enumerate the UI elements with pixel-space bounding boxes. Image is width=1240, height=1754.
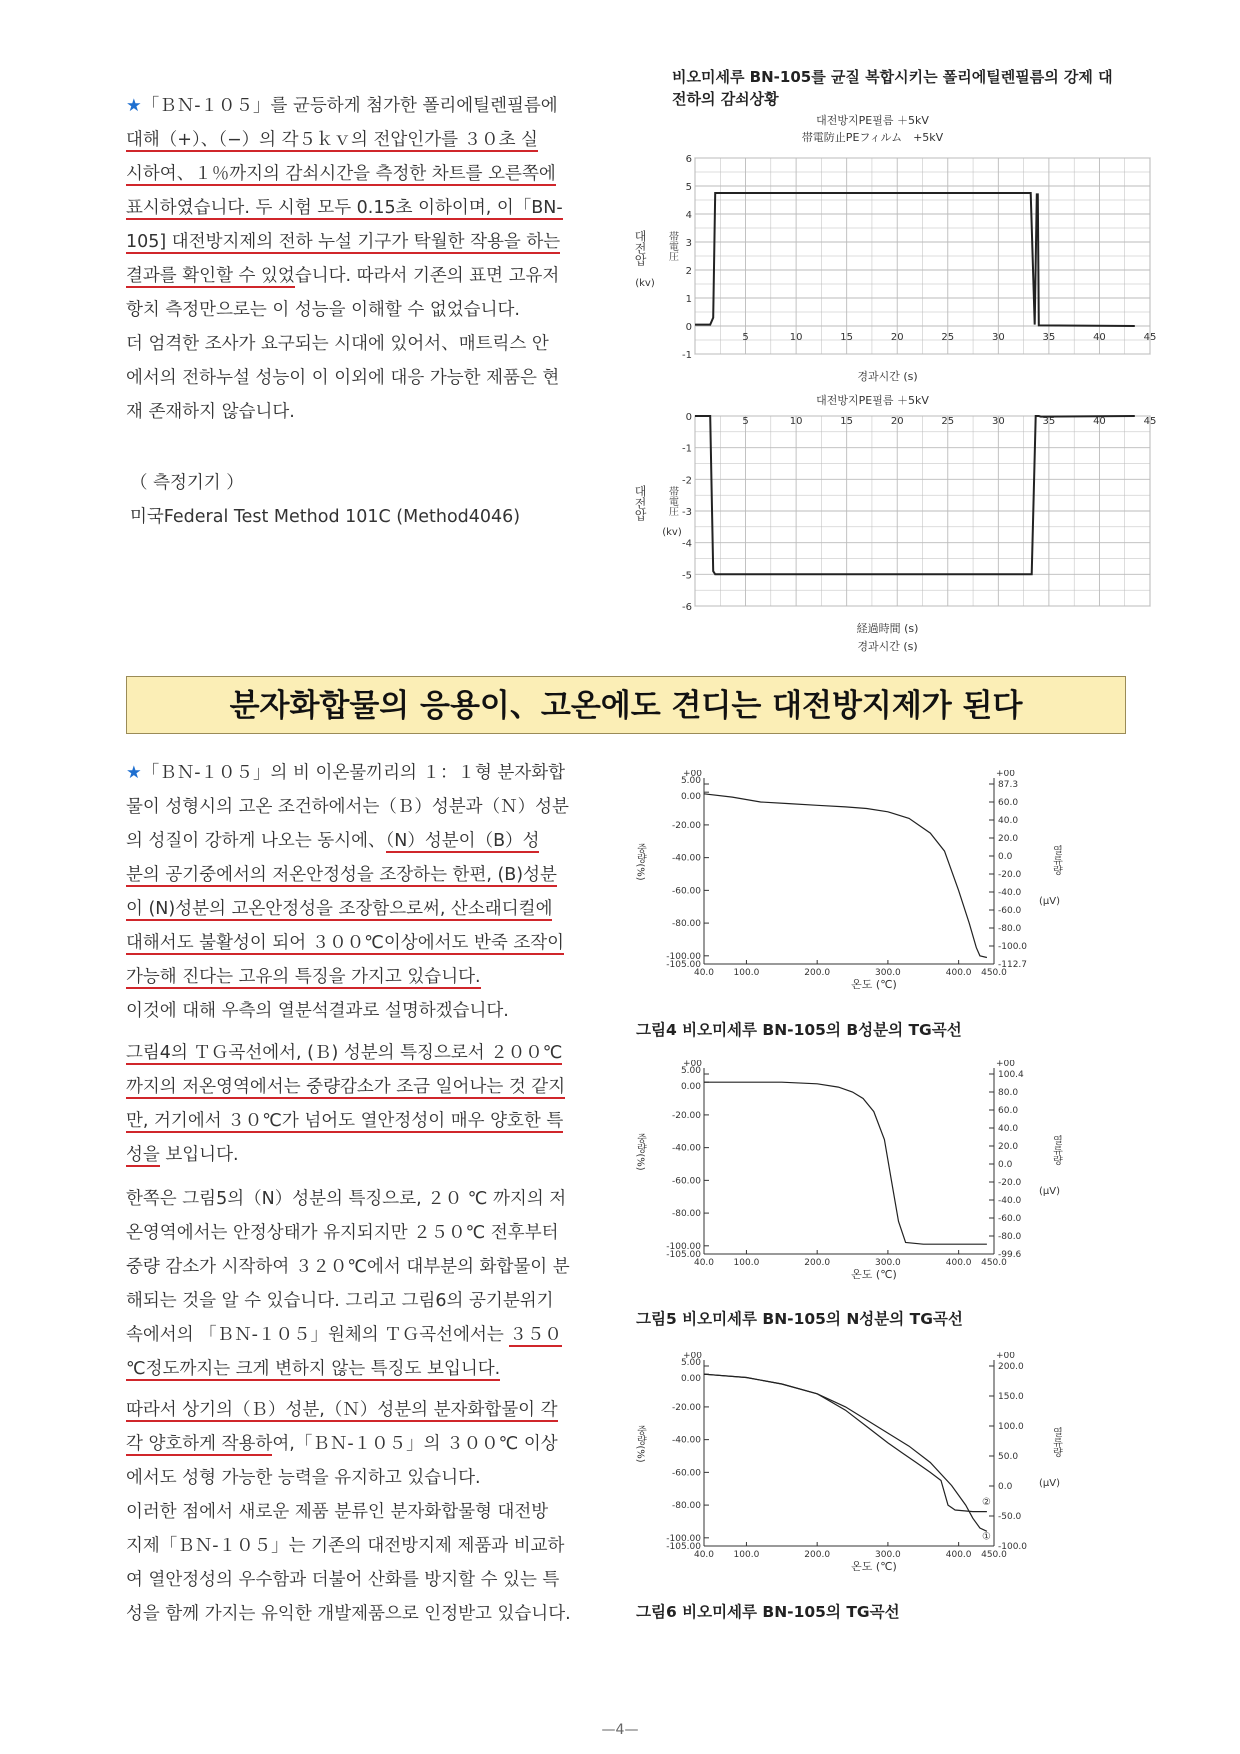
x-tick-label: 400.0 xyxy=(945,968,972,978)
text-line: 대해（+）、（−）의 각５ｋｖ의 전압인가를 ３０초 실 xyxy=(126,130,538,150)
y2-tick-label: 20.0 xyxy=(998,834,1019,844)
decay-chart-positive xyxy=(630,112,1180,384)
text-line: 성을 보입니다. xyxy=(126,1145,239,1165)
text-line: 분의 공기중에서의 저온안정성을 조장하는 한편, (B)성분 xyxy=(126,865,557,885)
y-tick-label: -20.00 xyxy=(671,1402,701,1413)
x-tick-label: 45 xyxy=(1143,332,1157,343)
y-tick-label: 0.00 xyxy=(680,1374,701,1385)
y-tick-label: -40.00 xyxy=(671,1435,701,1446)
y-tick-label: -80.00 xyxy=(671,919,701,930)
y2-tick-label: -60.0 xyxy=(998,1214,1022,1224)
y-tick-label: 4 xyxy=(685,210,692,221)
x-tick-label: 40.0 xyxy=(693,1258,715,1268)
data-series-line xyxy=(704,1374,987,1531)
x-tick-label: 5 xyxy=(742,416,749,427)
x-tick-label: 450.0 xyxy=(981,1258,1007,1268)
x-tick-label: 40.0 xyxy=(693,968,715,978)
y2-tick-label: -99.6 xyxy=(998,1250,1022,1260)
y-axis-label-right: 열류량 xyxy=(1050,845,1062,875)
star-icon: ★ xyxy=(126,96,142,116)
section-banner: 분자화합물의 응용이、고온에도 견디는 대전방지제가 된다 xyxy=(126,676,1126,734)
tg-chart-n xyxy=(632,1060,1087,1300)
tg-chart-combined xyxy=(632,1352,1087,1592)
y-tick-label: -80.00 xyxy=(671,1501,701,1512)
body-paragraph-3 xyxy=(126,1182,570,1386)
x-tick-label: 40 xyxy=(1093,416,1106,427)
x-axis-label: 온도 (℃) xyxy=(851,1560,897,1573)
x-tick-label: 40.0 xyxy=(693,1550,715,1560)
y-tick-label: +00 xyxy=(683,770,702,779)
y-tick-label: 2 xyxy=(685,266,692,277)
body-paragraph-2 xyxy=(126,1036,565,1172)
figure5-caption: 그림5 비오미세루 BN-105의 N성분의 TG곡선 xyxy=(636,1310,963,1328)
data-series-line xyxy=(704,1374,987,1511)
x-tick-label: 30 xyxy=(991,416,1005,427)
y2-tick-label: -100.0 xyxy=(998,1542,1028,1552)
x-axis-label: 온도 (℃) xyxy=(851,1268,897,1281)
y-tick-label: -1 xyxy=(682,443,692,455)
y-tick-label: -105.00 xyxy=(666,1250,701,1260)
figure6-caption: 그림6 비오미세루 BN-105의 TG곡선 xyxy=(636,1603,900,1621)
y2-tick-label: -20.0 xyxy=(998,1178,1022,1188)
y-axis-label: 대전압 xyxy=(633,485,647,521)
x-tick-label: 10 xyxy=(789,416,803,427)
y-axis-unit-right: (μV) xyxy=(1039,1478,1061,1489)
text-line: 성을 함께 가지는 유익한 개발제품으로 인정받고 있습니다. xyxy=(126,1604,571,1624)
y-tick-label: -40.00 xyxy=(671,1143,701,1154)
text-line: 대해서도 불활성이 되어 ３００℃이상에서도 반죽 조작이 xyxy=(126,933,565,953)
x-tick-label: 450.0 xyxy=(981,1550,1007,1560)
y2-tick-label: 40.0 xyxy=(998,816,1019,826)
y2-tick-label: -40.0 xyxy=(998,1196,1022,1206)
text-line: ★「ＢＮ-１０５」를 균등하게 첨가한 폴리에틸렌필름에 xyxy=(126,96,558,116)
text-line: 가능해 진다는 고유의 특징을 가지고 있습니다. xyxy=(126,967,481,987)
x-tick-label: 100.0 xyxy=(733,1550,760,1560)
y-tick-label: +00 xyxy=(683,1352,702,1361)
data-series-line xyxy=(704,794,987,958)
y-tick-label: -100.00 xyxy=(666,951,701,962)
y2-tick-label: +00 xyxy=(996,1060,1015,1069)
text-line: 여 열안정성의 우수함과 더불어 산화를 방지할 수 있는 특 xyxy=(126,1570,560,1590)
y-tick-label: -5 xyxy=(682,570,692,582)
y-axis-label: 대전압 xyxy=(633,230,647,266)
y-axis-label-left: 중량(%) xyxy=(634,843,646,881)
y-axis-label-jp: 帯電圧 xyxy=(666,231,678,261)
y-tick-label: 0 xyxy=(685,322,692,333)
y-axis-label-left: 중량(%) xyxy=(634,1133,646,1171)
y-tick-label: 0 xyxy=(685,412,692,423)
y-tick-label: +00 xyxy=(683,1060,702,1069)
y-tick-label: 5 xyxy=(685,182,692,193)
body-paragraph-1 xyxy=(126,756,569,1028)
tg-chart-b xyxy=(632,770,1087,1010)
y-tick-label: -60.00 xyxy=(671,1468,701,1479)
text-line: 더 엄격한 조사가 요구되는 시대에 있어서、매트릭스 안 xyxy=(126,334,549,354)
y2-tick-label: 50.0 xyxy=(998,1452,1019,1462)
y-tick-label: -20.00 xyxy=(671,820,701,831)
y-tick-label: 0.00 xyxy=(680,792,701,803)
page-number: —4— xyxy=(601,1722,639,1738)
text-line: 시하여、１％까지의 감쇠시간을 측정한 차트를 오른쪽에 xyxy=(126,164,556,184)
chart-title: 대전방지PE필름 ＋5kV xyxy=(816,394,929,407)
y-tick-label: 5.00 xyxy=(680,1358,701,1368)
y2-tick-label: 0.0 xyxy=(998,1160,1013,1170)
instrument-label: （ 측정기기 ） xyxy=(130,473,244,493)
y-axis-label-right: 열류량 xyxy=(1050,1427,1062,1457)
y-tick-label: 5.00 xyxy=(680,1066,701,1076)
y2-tick-label: 60.0 xyxy=(998,798,1019,808)
y2-tick-label: 150.0 xyxy=(998,1392,1024,1402)
x-tick-label: 400.0 xyxy=(945,1550,972,1560)
text-line: 따라서 상기의（Ｂ）성분,（Ｎ）성분의 분자화합물이 각 xyxy=(126,1400,558,1420)
y-tick-label: -3 xyxy=(682,507,692,518)
y2-tick-label: 87.3 xyxy=(998,780,1019,790)
y2-tick-label: -112.7 xyxy=(998,960,1028,970)
text-line: 의 성질이 강하게 나오는 동시에、（N）성분이（B）성 xyxy=(126,831,540,851)
text-line: 이러한 점에서 새로운 제품 분류인 분자화합물형 대전방 xyxy=(126,1502,549,1522)
x-tick-label: 5 xyxy=(742,332,749,343)
x-tick-label: 10 xyxy=(789,332,803,343)
y-tick-label: -80.00 xyxy=(671,1209,701,1220)
body-paragraph-4 xyxy=(126,1393,571,1631)
x-tick-label: 450.0 xyxy=(981,968,1007,978)
x-tick-label: 100.0 xyxy=(733,1258,760,1268)
y-tick-label: -100.00 xyxy=(666,1241,701,1252)
data-series-line xyxy=(695,193,1135,326)
y-axis-unit: (kv) xyxy=(635,278,655,289)
x-tick-label: 15 xyxy=(840,332,854,343)
y-tick-label: -1 xyxy=(682,350,692,361)
y2-tick-label: +00 xyxy=(996,1352,1015,1361)
y2-tick-label: 200.0 xyxy=(998,1362,1024,1372)
y-axis-unit: (kv) xyxy=(662,527,682,538)
x-tick-label: 35 xyxy=(1042,416,1056,427)
y2-tick-label: -100.0 xyxy=(998,942,1028,952)
x-tick-label: 20 xyxy=(890,332,904,343)
text-line: 에서의 전하누설 성능이 이 이외에 대응 가능한 제품은 현 xyxy=(126,368,560,388)
x-tick-label: 25 xyxy=(941,332,955,343)
y2-tick-label: -60.0 xyxy=(998,906,1022,916)
text-line: 결과를 확인할 수 있었습니다. 따라서 기존의 표면 고유저 xyxy=(126,266,560,286)
y2-tick-label: +00 xyxy=(996,770,1015,779)
y-tick-label: -4 xyxy=(682,538,692,550)
text-line: ℃정도까지는 크게 변하지 않는 특징도 보입니다. xyxy=(126,1359,501,1379)
text-line: 재 존재하지 않습니다. xyxy=(126,402,295,422)
y2-tick-label: -20.0 xyxy=(998,870,1022,880)
y2-tick-label: 80.0 xyxy=(998,1088,1019,1098)
text-line: 그림4의 ＴＧ곡선에서, (Ｂ) 성분의 특징으로서 ２００℃ xyxy=(126,1043,563,1063)
x-tick-label: 15 xyxy=(840,416,854,427)
chart-title-jp: 帯電防止PEフィルム +5kV xyxy=(801,131,944,144)
text-line: 이것에 대해 우측의 열분석결과로 설명하겠습니다. xyxy=(126,1001,509,1021)
text-line: 항치 측정만으로는 이 성능을 이해할 수 없었습니다. xyxy=(126,300,520,320)
y2-tick-label: 60.0 xyxy=(998,1106,1019,1116)
y-tick-label: -60.00 xyxy=(671,886,701,897)
y-tick-label: 5.00 xyxy=(680,776,701,786)
text-line: 지제「ＢＮ-１０５」는 기존의 대전방지제 제품과 비교하 xyxy=(126,1536,565,1556)
text-line: 각 양호하게 작용하여,「ＢＮ-１０５」의 ３００℃ 이상 xyxy=(126,1434,558,1454)
text-line: 표시하였습니다. 두 시험 모두 0.15초 이하이며, 이「BN- xyxy=(126,198,563,218)
x-tick-label: 40 xyxy=(1093,332,1106,343)
text-line: 물이 성형시의 고온 조건하에서는（Ｂ）성분과（Ｎ）성분 xyxy=(126,797,569,817)
text-line: 이 (N)성분의 고온안정성을 조장함으로써, 산소래디컬에 xyxy=(126,899,553,919)
text-line: 속에서의 「ＢＮ-１０５」원체의 ＴＧ곡선에서는 ３５０ xyxy=(126,1325,562,1345)
x-tick-label: 200.0 xyxy=(804,1550,831,1560)
series-marker-1: ① xyxy=(982,1531,991,1543)
decay-title-line2: 전하의 감쇠상황 xyxy=(672,90,779,108)
y-tick-label: 0.00 xyxy=(680,1082,701,1093)
x-axis-label: 경과시간 (s) xyxy=(857,370,918,383)
instrument-name: 미국Federal Test Method 101C (Method4046) xyxy=(130,507,521,527)
y2-tick-label: -80.0 xyxy=(998,924,1022,934)
x-tick-label: 30 xyxy=(991,332,1005,343)
y-tick-label: -2 xyxy=(682,475,692,487)
y-axis-unit-right: (μV) xyxy=(1039,1186,1061,1197)
text-line: 까지의 저온영역에서는 중량감소가 조금 일어나는 것 같지 xyxy=(126,1077,566,1097)
text-line: ★「ＢＮ-１０５」의 비 이온물끼리의 １：１형 분자화합 xyxy=(126,763,566,783)
y2-tick-label: 0.0 xyxy=(998,852,1013,862)
y-axis-label-jp: 帯電圧 xyxy=(666,486,678,516)
x-tick-label: 400.0 xyxy=(945,1258,972,1268)
y-tick-label: -100.00 xyxy=(666,1533,701,1544)
x-tick-label: 300.0 xyxy=(875,1258,901,1268)
x-tick-label: 45 xyxy=(1143,416,1157,427)
decay-chart-negative xyxy=(630,392,1180,654)
decay-title-line1: 비오미세루 BN-105를 균질 복합시키는 폴리에틸렌필름의 강제 대 xyxy=(672,68,1113,86)
y2-tick-label: -50.0 xyxy=(998,1512,1022,1522)
text-line: 중량 감소가 시작하여 ３２０℃에서 대부분의 화합물이 분 xyxy=(126,1257,570,1277)
y-tick-label: -60.00 xyxy=(671,1176,701,1187)
x-tick-label: 20 xyxy=(890,416,904,427)
y2-tick-label: 100.0 xyxy=(998,1422,1024,1432)
y2-tick-label: -80.0 xyxy=(998,1232,1022,1242)
x-tick-label: 35 xyxy=(1042,332,1056,343)
x-axis-label: 경과시간 (s) xyxy=(857,640,918,653)
y-tick-label: 6 xyxy=(685,154,692,165)
x-axis-label-jp: 経過時間 (s) xyxy=(856,622,919,635)
x-tick-label: 200.0 xyxy=(804,1258,831,1268)
y-axis-unit-right: (μV) xyxy=(1039,896,1061,907)
text-line: 만, 거기에서 ３０℃가 넘어도 열안정성이 매우 양호한 특 xyxy=(126,1111,564,1131)
figure4-caption: 그림4 비오미세루 BN-105의 B성분의 TG곡선 xyxy=(636,1021,962,1039)
x-tick-label: 300.0 xyxy=(875,968,901,978)
y-tick-label: -105.00 xyxy=(666,960,701,970)
x-tick-label: 100.0 xyxy=(733,968,760,978)
text-line: 해되는 것을 알 수 있습니다. 그리고 그림6의 공기분위기 xyxy=(126,1291,554,1311)
y-tick-label: -6 xyxy=(682,602,692,613)
text-line: 한쪽은 그림5의（N）성분의 특징으로, ２０ ℃ 까지의 저 xyxy=(126,1189,567,1209)
chart-title: 대전방지PE필름 ＋5kV xyxy=(816,114,929,127)
decay-section-title xyxy=(672,66,1113,110)
y2-tick-label: -40.0 xyxy=(998,888,1022,898)
y-tick-label: 1 xyxy=(685,294,692,305)
x-axis-label: 온도 (℃) xyxy=(851,978,897,991)
series-marker-2: ② xyxy=(982,1497,991,1509)
y2-tick-label: 100.4 xyxy=(998,1070,1024,1080)
x-tick-label: 200.0 xyxy=(804,968,831,978)
y-tick-label: 3 xyxy=(685,238,692,249)
y-tick-label: -105.00 xyxy=(666,1542,701,1552)
top-paragraph xyxy=(126,89,563,429)
y2-tick-label: 0.0 xyxy=(998,1482,1013,1492)
y-axis-label-left: 중량(%) xyxy=(634,1425,646,1463)
text-line: 105] 대전방지제의 전하 누설 기구가 탁월한 작용을 하는 xyxy=(126,232,561,252)
y2-tick-label: 20.0 xyxy=(998,1142,1019,1152)
star-icon: ★ xyxy=(126,763,142,783)
data-series-line xyxy=(704,1082,987,1244)
x-tick-label: 300.0 xyxy=(875,1550,901,1560)
y-tick-label: -20.00 xyxy=(671,1110,701,1121)
y-axis-label-right: 열류량 xyxy=(1050,1135,1062,1165)
y-tick-label: -40.00 xyxy=(671,853,701,864)
text-line: 에서도 성형 가능한 능력을 유지하고 있습니다. xyxy=(126,1468,481,1488)
instrument-block xyxy=(130,466,520,534)
x-tick-label: 25 xyxy=(941,416,955,427)
text-line: 온영역에서는 안정상태가 유지되지만 ２５０℃ 전후부터 xyxy=(126,1223,559,1243)
y2-tick-label: 40.0 xyxy=(998,1124,1019,1134)
